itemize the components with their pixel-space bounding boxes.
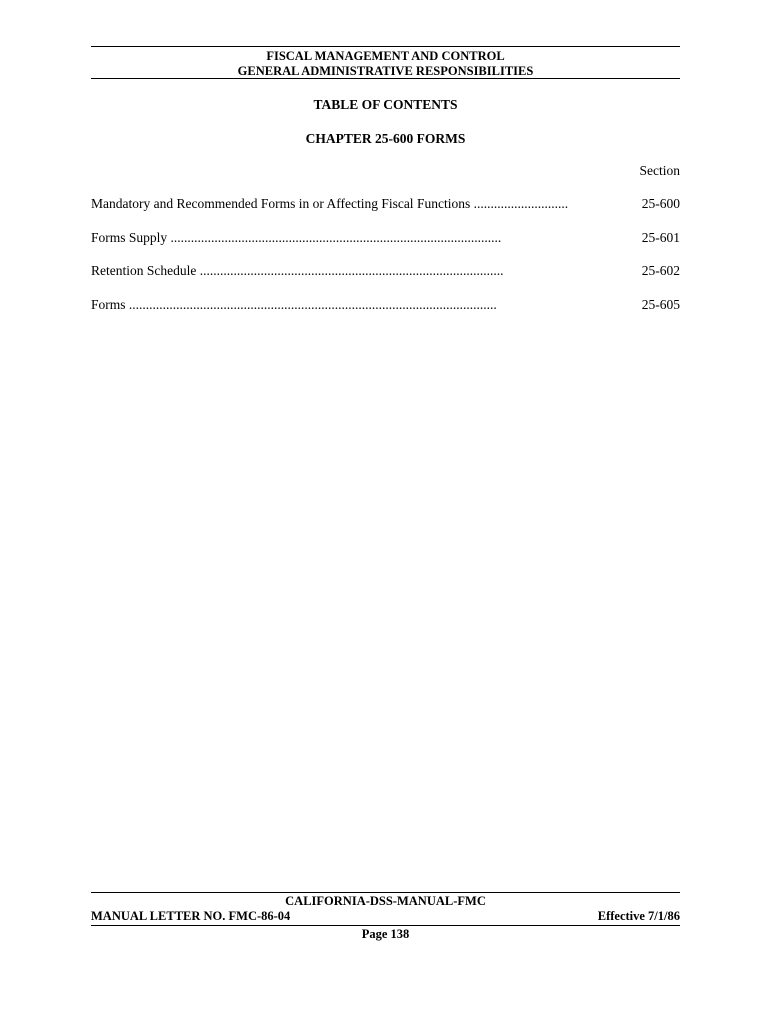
section-column-label: Section [639, 163, 680, 178]
toc-title: TABLE OF CONTENTS [313, 97, 458, 112]
toc-entry-section: 25-602 [641, 263, 680, 278]
footer-manual-letter: MANUAL LETTER NO. FMC-86-04 [91, 909, 291, 923]
toc-entry-row [91, 262, 680, 280]
toc-entry-text: Forms ............................................................................................................. [91, 297, 497, 312]
toc-entry-section: 25-601 [641, 230, 680, 245]
toc-entry-text: Mandatory and Recommended Forms in or Affecting Fiscal Functions ............................ [91, 196, 569, 211]
toc-entry-section: 25-605 [641, 297, 680, 312]
chapter-title: CHAPTER 25-600 FORMS [305, 131, 466, 146]
header-title-line2: GENERAL ADMINISTRATIVE RESPONSIBILITIES [237, 64, 534, 78]
toc-entry-text: Retention Schedule .......................................................................................... [91, 263, 504, 278]
toc-entry-text: Forms Supply .................................................................................................. [91, 230, 502, 245]
footer-page-number: Page 138 [361, 927, 410, 941]
toc-entry-row [91, 296, 680, 314]
footer-effective-date: Effective 7/1/86 [597, 909, 680, 923]
header-bottom-rule [91, 78, 680, 79]
toc-entry-row [91, 229, 680, 247]
footer-bottom-rule [91, 925, 680, 926]
footer-manual-name: CALIFORNIA-DSS-MANUAL-FMC [285, 894, 486, 908]
header-title-line1: FISCAL MANAGEMENT AND CONTROL [266, 49, 505, 63]
header-top-rule [91, 46, 680, 47]
footer-top-rule [91, 892, 680, 893]
toc-entry-row [91, 195, 680, 213]
toc-entry-section: 25-600 [641, 196, 680, 211]
